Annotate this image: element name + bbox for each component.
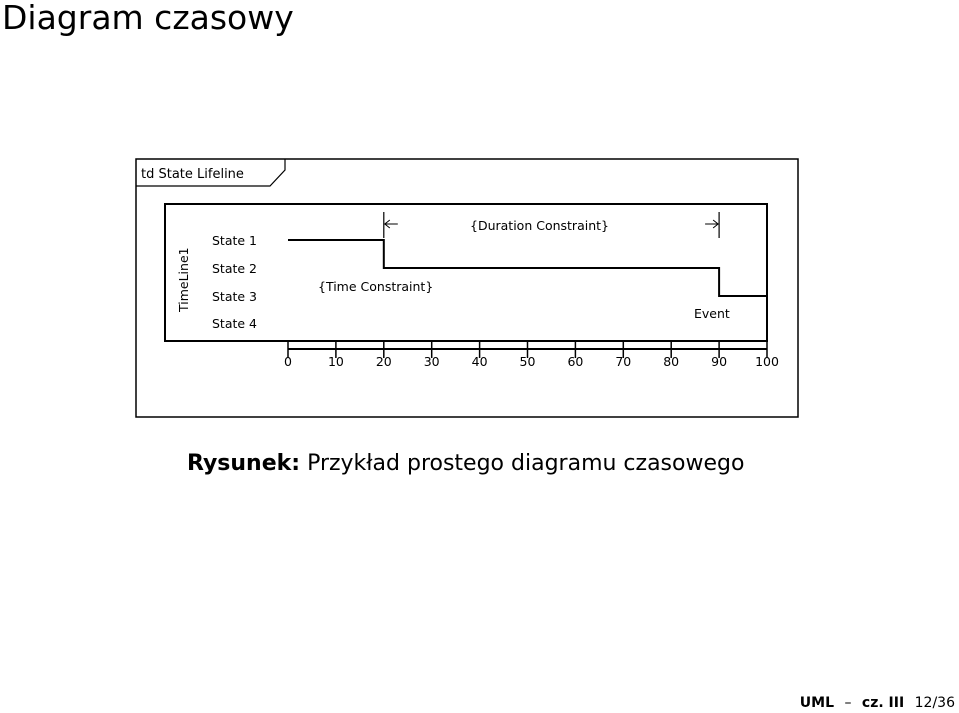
footer-part: cz. III bbox=[861, 695, 905, 711]
caption-text: Przykład prostego diagramu czasowego bbox=[307, 451, 745, 476]
outer-frame bbox=[136, 159, 798, 417]
axis-tick-label: 60 bbox=[567, 354, 584, 369]
state-label: State 1 bbox=[212, 233, 258, 248]
footer-separator: – bbox=[844, 695, 852, 711]
axis-tick-label: 0 bbox=[284, 354, 292, 369]
slide-title: Diagram czasowy bbox=[2, 0, 294, 37]
state-label: State 3 bbox=[212, 289, 258, 304]
axis-tick-label: 70 bbox=[615, 354, 632, 369]
state-label: State 2 bbox=[212, 261, 258, 276]
axis-tick-label: 40 bbox=[471, 354, 488, 369]
duration-constraint-label: {Duration Constraint} bbox=[470, 218, 609, 233]
axis-tick-label: 90 bbox=[711, 354, 728, 369]
caption-label: Rysunek: bbox=[187, 451, 301, 476]
time-constraint-label: {Time Constraint} bbox=[318, 279, 434, 294]
figure-caption bbox=[187, 451, 744, 476]
axis-tick-label: 80 bbox=[663, 354, 680, 369]
footer-course: UML bbox=[799, 695, 834, 711]
frame-label: td State Lifeline bbox=[141, 167, 244, 182]
axis-tick-label: 10 bbox=[327, 354, 344, 369]
slide-footer bbox=[800, 695, 955, 711]
axis-tick-label: 30 bbox=[423, 354, 440, 369]
axis-tick-label: 100 bbox=[755, 354, 779, 369]
lifeline-name: TimeLine1 bbox=[176, 247, 191, 312]
state-label: State 4 bbox=[212, 316, 258, 331]
footer-page: 12/36 bbox=[914, 695, 955, 711]
event-label: Event bbox=[694, 306, 730, 321]
axis-tick-label: 20 bbox=[375, 354, 392, 369]
axis-tick-label: 50 bbox=[519, 354, 536, 369]
